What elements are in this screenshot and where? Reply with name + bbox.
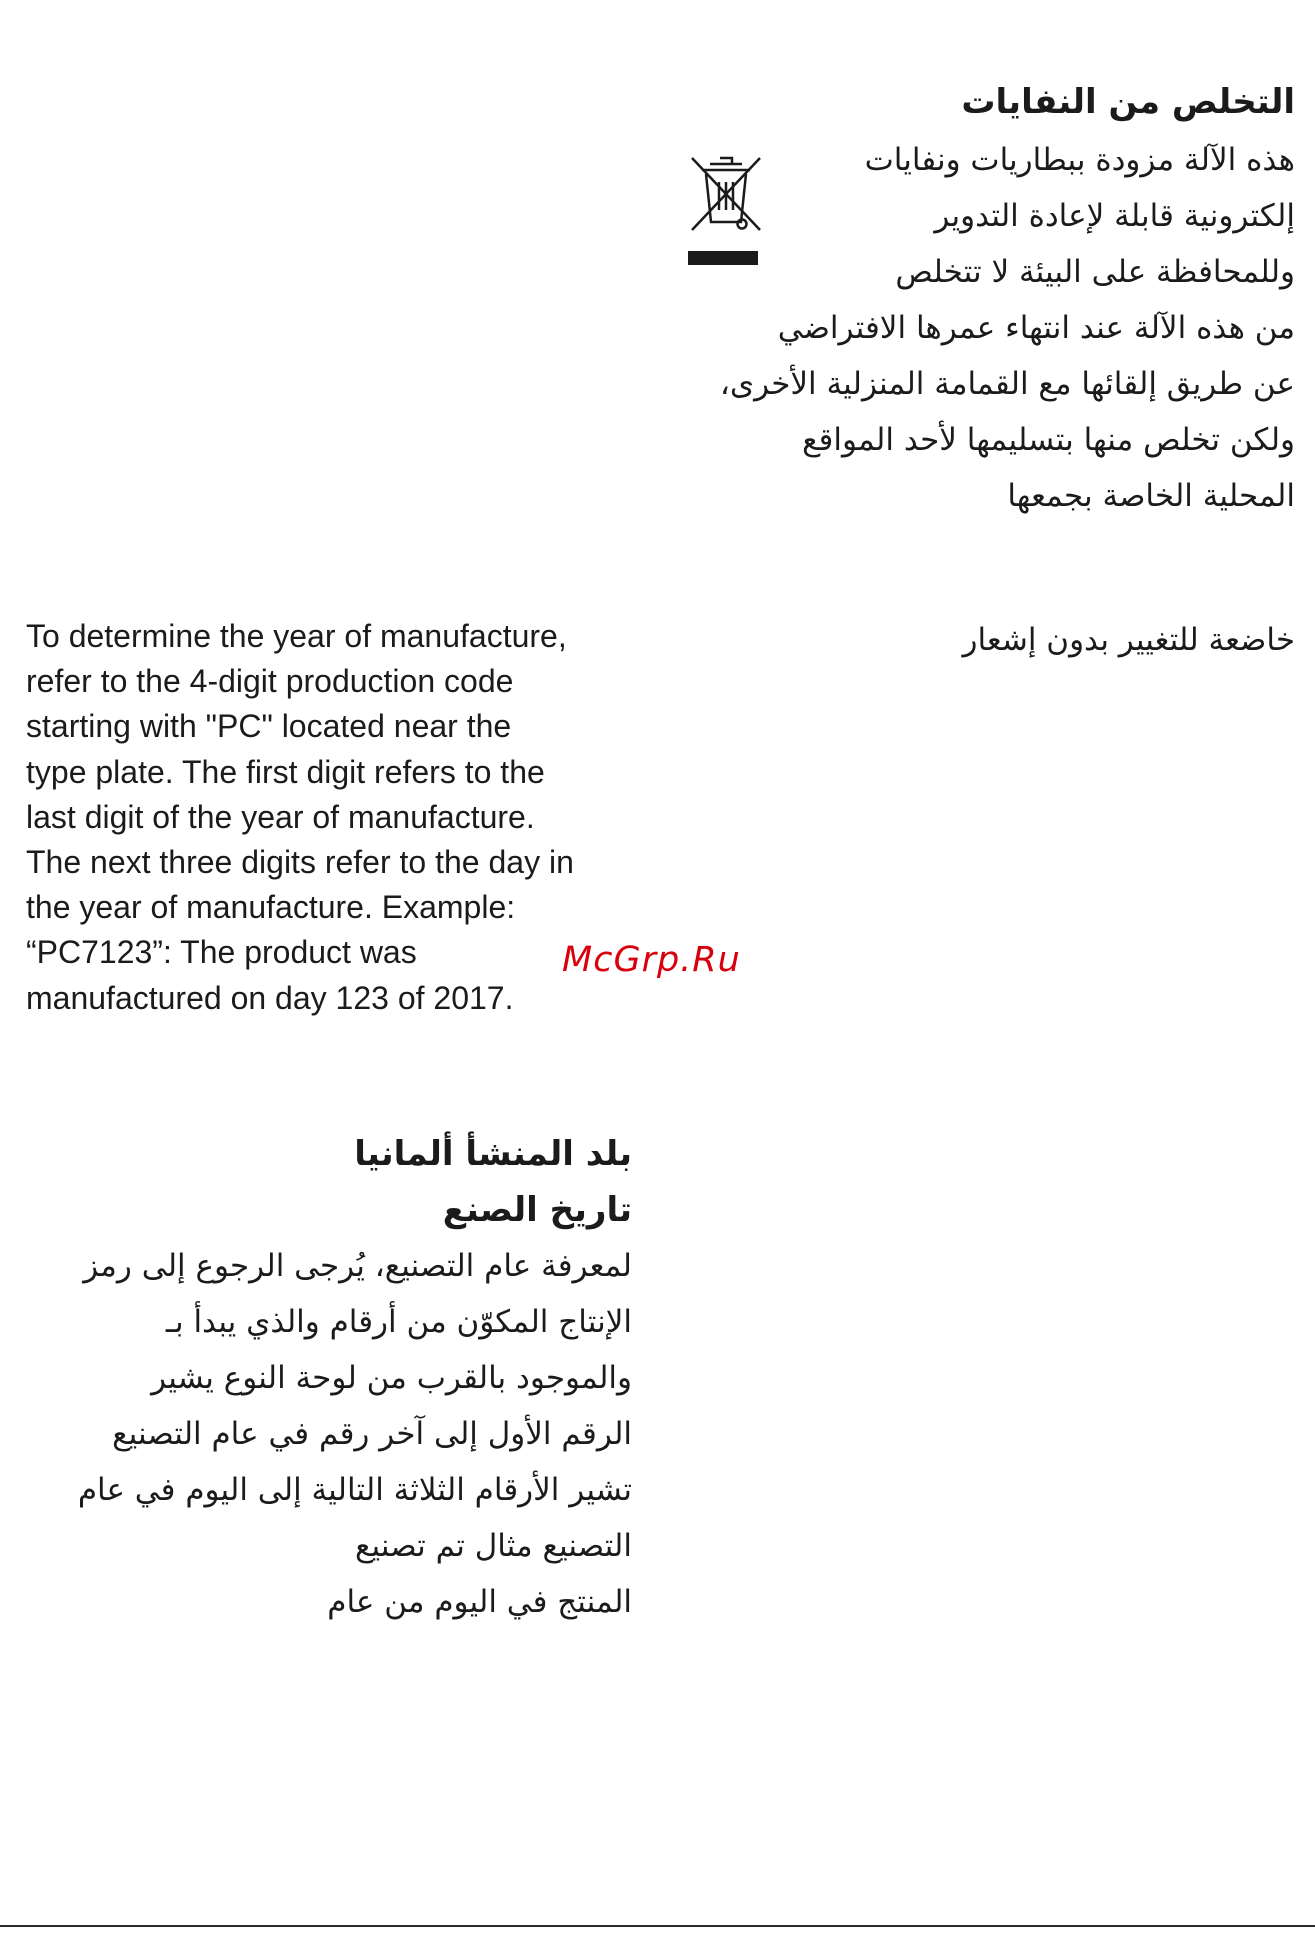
- origin-line: الإنتاج المكوّن من أرقام والذي يبدأ بـ: [165, 1304, 632, 1340]
- crossed-out-wheelie-bin-icon: [686, 154, 766, 269]
- disposal-line: المحلية الخاصة بجمعها: [1007, 478, 1295, 514]
- english-line: manufactured on day 123 of 2017.: [26, 979, 514, 1016]
- english-line: the year of manufacture. Example:: [26, 889, 516, 926]
- country-of-origin: بلد المنشأ ألمانيا: [354, 1134, 632, 1174]
- origin-section: [12, 1126, 632, 1630]
- english-line: “PC7123”: The product was: [26, 934, 417, 971]
- english-line: refer to the 4-digit production code: [26, 663, 514, 700]
- subject-to-change-notice: خاضعة للتغيير بدون إشعار: [962, 622, 1295, 658]
- english-line: To determine the year of manufacture,: [26, 618, 567, 654]
- english-line: type plate. The first digit refers to the: [26, 753, 545, 790]
- origin-line: الرقم الأول إلى آخر رقم في عام التصنيع: [112, 1416, 632, 1452]
- disposal-line: إلكترونية قابلة لإعادة التدوير: [934, 198, 1295, 234]
- disposal-line: من هذه الآلة عند انتهاء عمرها الافتراضي: [777, 310, 1295, 346]
- disposal-title: التخلص من النفايات: [961, 82, 1295, 122]
- origin-line: لمعرفة عام التصنيع، يُرجى الرجوع إلى رمز: [83, 1248, 632, 1284]
- origin-line: المنتج في اليوم من عام: [327, 1584, 632, 1620]
- manufacture-year-english: [26, 614, 646, 1021]
- disposal-line: عن طريق إلقائها مع القمامة المنزلية الأخرى،: [719, 366, 1295, 402]
- manufacture-date-title: تاريخ الصنع: [442, 1190, 632, 1230]
- english-line: The next three digits refer to the day in: [26, 844, 574, 881]
- english-line: starting with "PC" located near the: [26, 708, 512, 745]
- disposal-line: وللمحافظة على البيئة لا تتخلص: [895, 254, 1295, 290]
- disposal-section: [655, 74, 1295, 130]
- origin-line: والموجود بالقرب من لوحة النوع يشير: [151, 1360, 632, 1396]
- page-bottom-rule: [0, 1925, 1315, 1927]
- watermark: McGrp.Ru: [562, 940, 741, 980]
- origin-line: التصنيع مثال تم تصنيع: [355, 1528, 632, 1564]
- disposal-line: ولكن تخلص منها بتسليمها لأحد المواقع: [802, 422, 1295, 458]
- disposal-line: هذه الآلة مزودة ببطاريات ونفايات: [864, 142, 1295, 178]
- english-line: last digit of the year of manufacture.: [26, 798, 535, 835]
- origin-line: تشير الأرقام الثلاثة التالية إلى اليوم في عام: [77, 1472, 632, 1508]
